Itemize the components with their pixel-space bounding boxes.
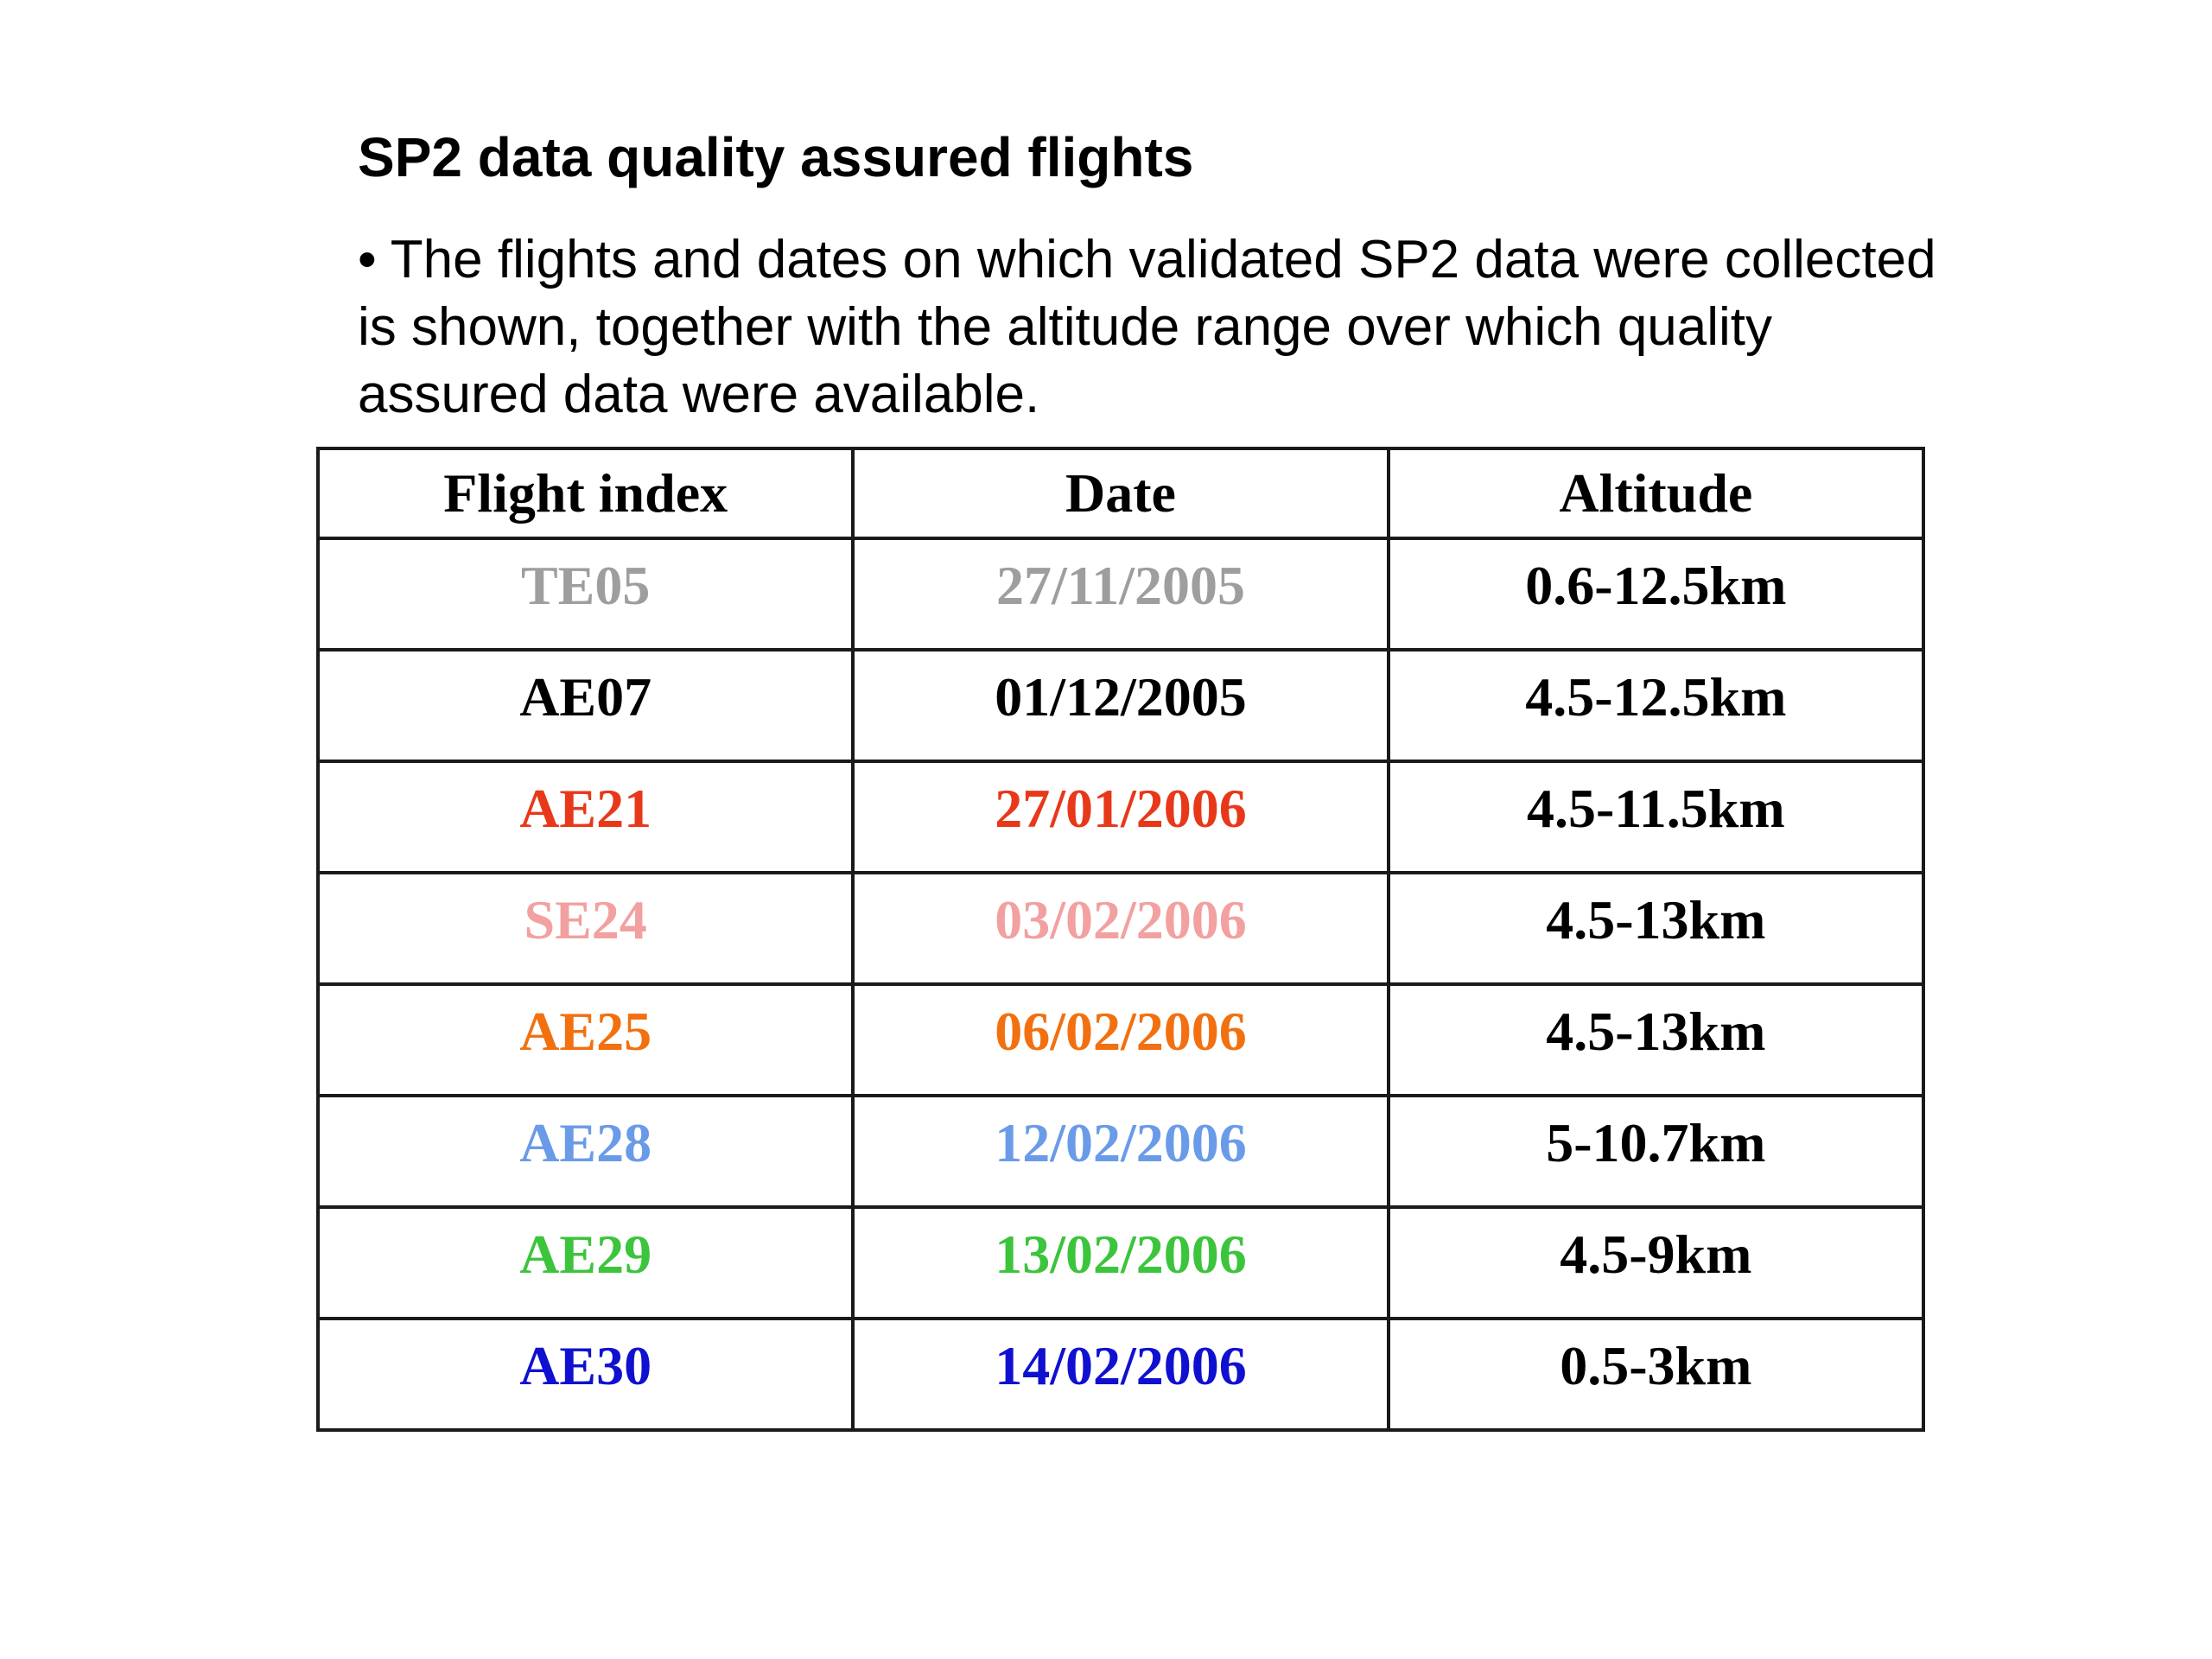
- altitude-cell: 4.5-12.5km: [1389, 650, 1923, 761]
- flight-cell: AE29: [318, 1207, 853, 1319]
- table-row: [318, 1207, 1923, 1319]
- date-cell: 27/11/2005: [853, 538, 1388, 650]
- header-flight-index: Flight index: [318, 448, 853, 538]
- table-row: [318, 538, 1923, 650]
- altitude-cell: 0.5-3km: [1389, 1319, 1923, 1430]
- date-cell: 14/02/2006: [853, 1319, 1388, 1430]
- header-date: Date: [853, 448, 1388, 538]
- altitude-cell: 4.5-13km: [1389, 873, 1923, 984]
- table-header-row: [318, 448, 1923, 538]
- altitude-cell: 5-10.7km: [1389, 1096, 1923, 1207]
- flight-cell: AE28: [318, 1096, 853, 1207]
- date-cell: 13/02/2006: [853, 1207, 1388, 1319]
- altitude-cell: 0.6-12.5km: [1389, 538, 1923, 650]
- date-cell: 27/01/2006: [853, 761, 1388, 873]
- flights-table: [316, 447, 1925, 1432]
- table-row: [318, 1096, 1923, 1207]
- flight-cell: SE24: [318, 873, 853, 984]
- flight-cell: AE21: [318, 761, 853, 873]
- table-row: [318, 873, 1923, 984]
- date-cell: 01/12/2005: [853, 650, 1388, 761]
- altitude-cell: 4.5-9km: [1389, 1207, 1923, 1319]
- date-cell: 03/02/2006: [853, 873, 1388, 984]
- intro-paragraph: • The flights and dates on which validated SP2 data were collected is shown, together with the altitude range over which quality assured data were available.: [358, 230, 1936, 424]
- table-row: [318, 984, 1923, 1096]
- table-row: [318, 1319, 1923, 1430]
- header-altitude: Altitude: [1389, 448, 1923, 538]
- page-title: SP2 data quality assured flights: [358, 126, 1194, 188]
- flight-cell: AE07: [318, 650, 853, 761]
- date-cell: 06/02/2006: [853, 984, 1388, 1096]
- date-cell: 12/02/2006: [853, 1096, 1388, 1207]
- altitude-cell: 4.5-13km: [1389, 984, 1923, 1096]
- table-row: [318, 761, 1923, 873]
- table-row: [318, 650, 1923, 761]
- flight-cell: TE05: [318, 538, 853, 650]
- flight-cell: AE30: [318, 1319, 853, 1430]
- flight-cell: AE25: [318, 984, 853, 1096]
- altitude-cell: 4.5-11.5km: [1389, 761, 1923, 873]
